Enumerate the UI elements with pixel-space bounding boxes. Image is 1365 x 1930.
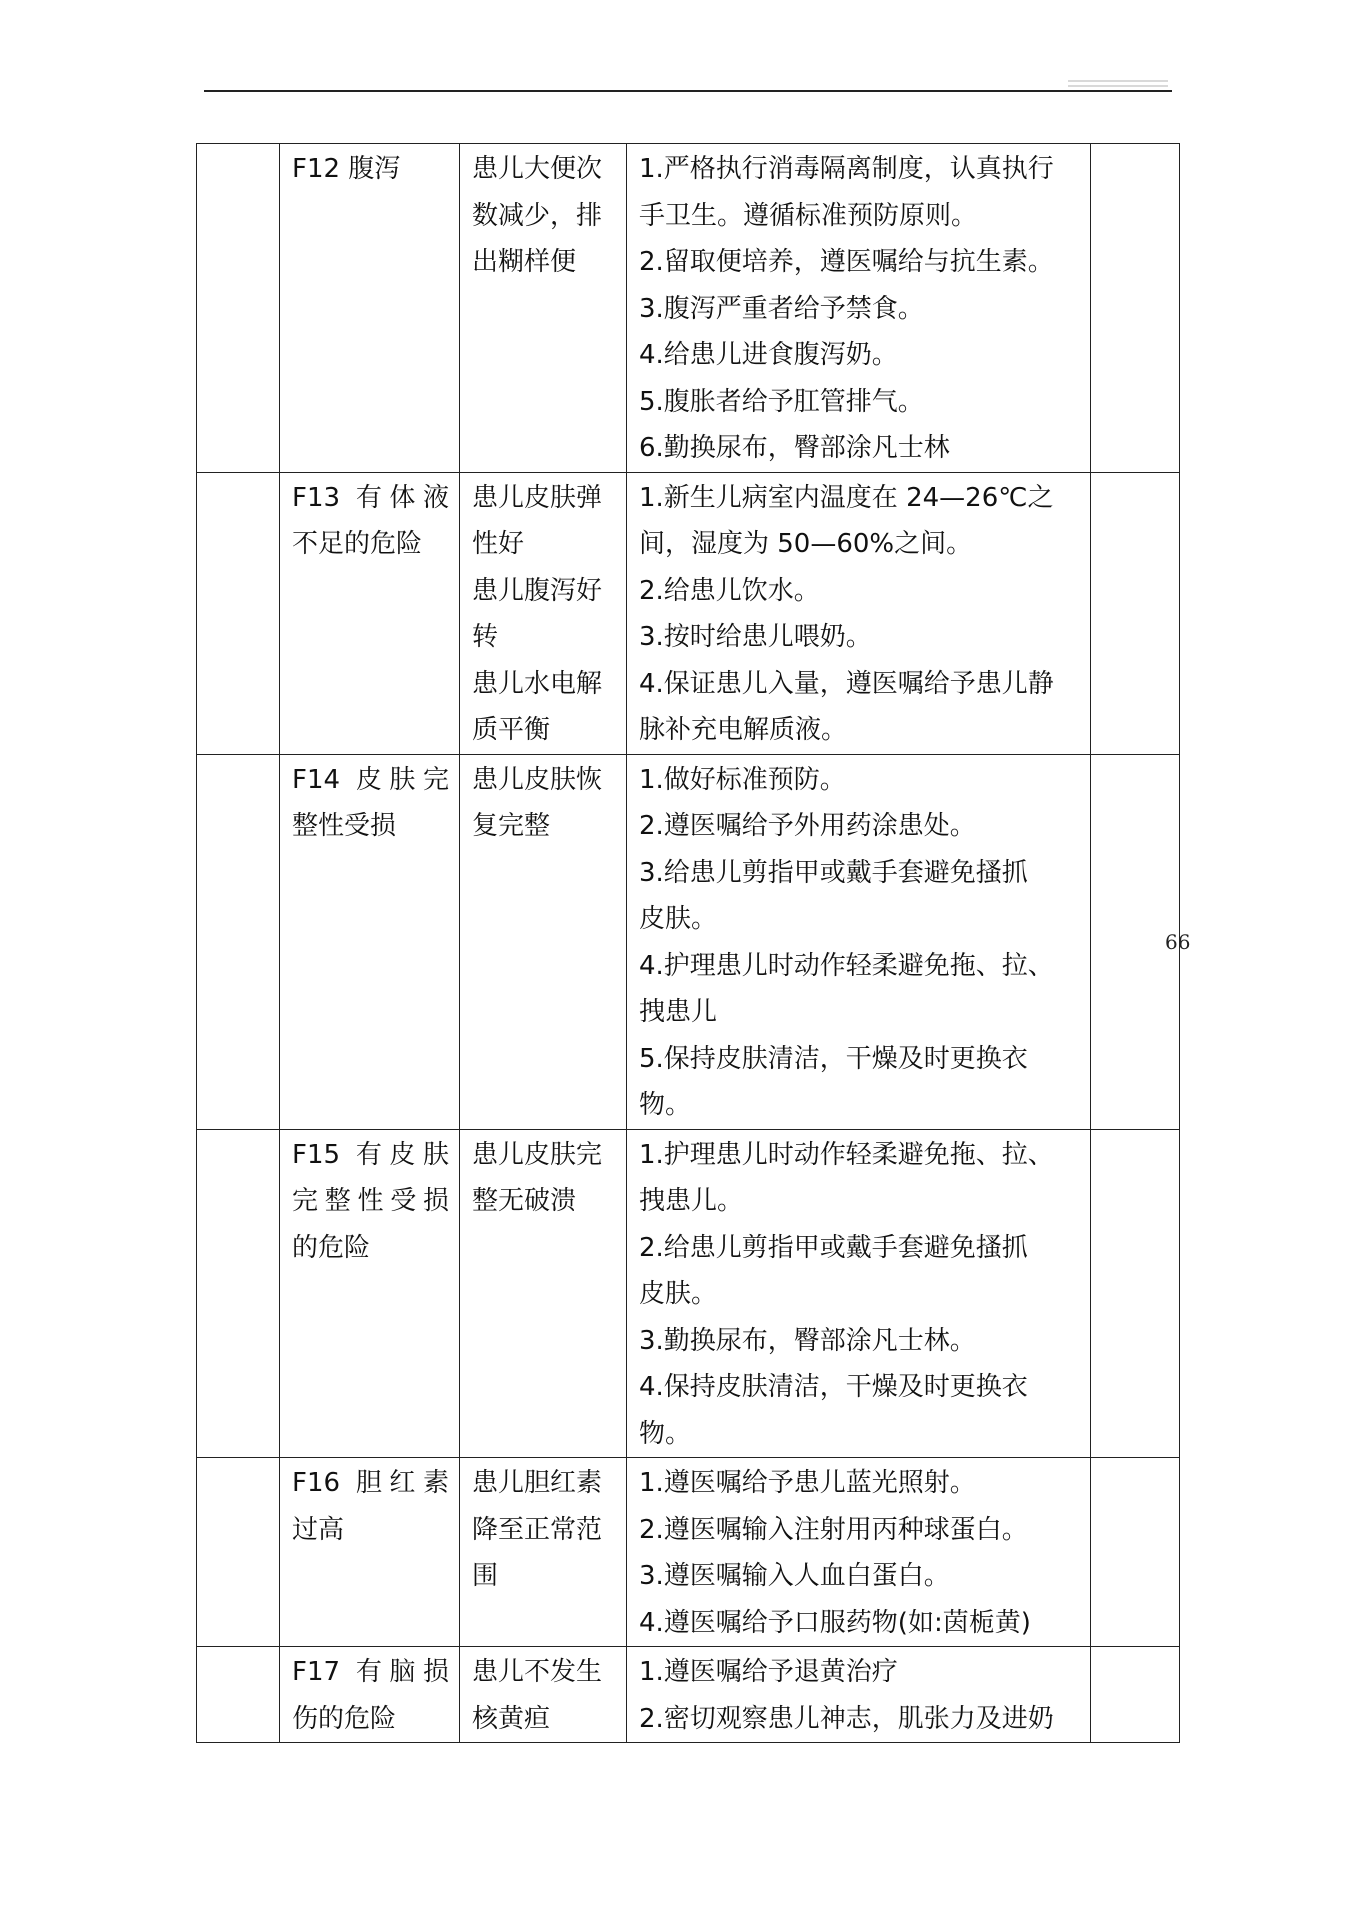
- measures-cell: [627, 144, 1091, 473]
- measures-line: 拽患儿: [639, 997, 718, 1027]
- measures-line: 2.留取便培养，遵医嘱给与抗生素。: [639, 247, 1054, 277]
- table-row: [197, 144, 1180, 473]
- blank-cell-signature: [1091, 472, 1180, 754]
- measures-line: 4.护理患儿时动作轻柔避免拖、拉、: [639, 950, 1054, 981]
- goal-line: 患儿大便次: [472, 154, 603, 184]
- measures-line: 4.遵医嘱给予口服药物(如:茵栀黄): [639, 1607, 1031, 1638]
- table-row: [197, 1458, 1180, 1647]
- diagnosis-cell: [280, 1129, 460, 1458]
- diagnosis-line: 的危险: [292, 1232, 371, 1263]
- goal-line: 数减少，排: [472, 200, 603, 231]
- blank-cell-signature: [1091, 1647, 1180, 1743]
- measures-line: 1.遵医嘱给予患儿蓝光照射。: [639, 1468, 976, 1498]
- table-row: [197, 754, 1180, 1129]
- goal-line: 性好: [472, 529, 525, 559]
- measures-line: 间，湿度为 50—60%之间。: [639, 529, 973, 559]
- diagnosis-cell: [280, 1458, 460, 1647]
- table-row: [197, 1647, 1180, 1743]
- table-row: [197, 472, 1180, 754]
- measures-line: 5.保持皮肤清洁，干燥及时更换衣: [639, 1043, 1028, 1074]
- diagnosis-line: F16 胆红素: [292, 1468, 449, 1498]
- goal-cell: [460, 144, 627, 473]
- goal-line: 整无破溃: [472, 1186, 577, 1216]
- goal-line: 围: [472, 1561, 499, 1591]
- measures-line: 2.给患儿饮水。: [639, 575, 820, 606]
- diagnosis-line: 过高: [292, 1514, 345, 1545]
- diagnosis-line: 伤的危险: [292, 1703, 397, 1734]
- blank-cell-date: [197, 1647, 280, 1743]
- blank-cell-signature: [1091, 144, 1180, 473]
- diagnosis-line: F13 有体液: [292, 482, 449, 513]
- nursing-plan-table: [196, 143, 1180, 1743]
- page-number: 66: [1165, 930, 1191, 954]
- diagnosis-line: F15 有皮肤: [292, 1139, 449, 1170]
- blank-cell-date: [197, 1458, 280, 1647]
- measures-cell: [627, 472, 1091, 754]
- diagnosis-line: 完整性受损: [292, 1186, 449, 1216]
- measures-line: 3.给患儿剪指甲或戴手套避免搔抓: [639, 857, 1028, 888]
- goal-line: 患儿水电解: [472, 668, 603, 699]
- measures-cell: [627, 754, 1091, 1129]
- measures-line: 2.给患儿剪指甲或戴手套避免搔抓: [639, 1232, 1028, 1263]
- goal-cell: [460, 754, 627, 1129]
- diagnosis-cell: [280, 1647, 460, 1743]
- goal-line: 出糊样便: [472, 247, 577, 277]
- diagnosis-line: F12 腹泻: [292, 154, 401, 184]
- diagnosis-line: 整性受损: [292, 811, 397, 841]
- measures-cell: [627, 1647, 1091, 1743]
- goal-line: 转: [472, 622, 499, 652]
- measures-line: 物。: [639, 1418, 692, 1449]
- measures-line: 3.腹泻严重者给予禁食。: [639, 293, 924, 324]
- measures-line: 物。: [639, 1090, 692, 1120]
- measures-line: 2.遵医嘱给予外用药涂患处。: [639, 811, 976, 841]
- measures-line: 拽患儿。: [639, 1186, 744, 1216]
- measures-line: 1.做好标准预防。: [639, 764, 846, 795]
- goal-line: 患儿腹泻好: [472, 575, 603, 606]
- goal-line: 质平衡: [472, 715, 551, 745]
- nursing-plan-body: [197, 144, 1180, 1743]
- measures-line: 2.密切观察患儿神志，肌张力及进奶: [639, 1703, 1054, 1734]
- goal-cell: [460, 1129, 627, 1458]
- table-row: [197, 1129, 1180, 1458]
- goal-line: 患儿胆红素: [472, 1468, 603, 1498]
- measures-line: 手卫生。遵循标准预防原则。: [639, 200, 978, 231]
- goal-line: 患儿皮肤弹: [472, 482, 603, 513]
- goal-cell: [460, 1647, 627, 1743]
- diagnosis-cell: [280, 754, 460, 1129]
- blank-cell-signature: [1091, 1458, 1180, 1647]
- measures-line: 2.遵医嘱输入注射用丙种球蛋白。: [639, 1514, 1028, 1545]
- measures-line: 4.保证患儿入量，遵医嘱给予患儿静: [639, 668, 1054, 699]
- diagnosis-line: 不足的危险: [292, 529, 423, 559]
- measures-cell: [627, 1129, 1091, 1458]
- measures-line: 6.勤换尿布，臀部涂凡士林: [639, 433, 950, 463]
- diagnosis-cell: [280, 144, 460, 473]
- diagnosis-cell: [280, 472, 460, 754]
- blank-cell-signature: [1091, 1129, 1180, 1458]
- goal-cell: [460, 1458, 627, 1647]
- goal-line: 患儿皮肤恢: [472, 764, 603, 795]
- blank-cell-date: [197, 754, 280, 1129]
- goal-line: 患儿不发生: [472, 1657, 603, 1687]
- measures-line: 3.遵医嘱输入人血白蛋白。: [639, 1561, 950, 1591]
- measures-line: 3.勤换尿布，臀部涂凡士林。: [639, 1325, 976, 1356]
- blank-cell-date: [197, 472, 280, 754]
- measures-line: 1.严格执行消毒隔离制度，认真执行: [639, 154, 1054, 184]
- measures-line: 脉补充电解质液。: [639, 715, 848, 745]
- goal-line: 患儿皮肤完: [472, 1139, 603, 1170]
- blank-cell-date: [197, 144, 280, 473]
- measures-cell: [627, 1458, 1091, 1647]
- goal-line: 核黄疸: [472, 1703, 551, 1734]
- measures-line: 1.遵医嘱给予退黄治疗: [639, 1657, 898, 1687]
- blank-cell-date: [197, 1129, 280, 1458]
- diagnosis-line: F17 有脑损: [292, 1657, 449, 1687]
- header-watermark-mark: [1068, 80, 1168, 90]
- measures-line: 4.保持皮肤清洁，干燥及时更换衣: [639, 1372, 1028, 1402]
- measures-line: 5.腹胀者给予肛管排气。: [639, 386, 924, 417]
- diagnosis-line: F14 皮肤完: [292, 764, 449, 795]
- measures-line: 4.给患儿进食腹泻奶。: [639, 340, 898, 370]
- header-rule: [204, 90, 1172, 92]
- goal-line: 复完整: [472, 811, 551, 841]
- measures-line: 3.按时给患儿喂奶。: [639, 622, 872, 652]
- measures-line: 1.新生儿病室内温度在 24—26℃之: [639, 482, 1054, 513]
- measures-line: 皮肤。: [639, 904, 718, 934]
- goal-cell: [460, 472, 627, 754]
- measures-line: 皮肤。: [639, 1279, 718, 1309]
- goal-line: 降至正常范: [472, 1514, 603, 1545]
- measures-line: 1.护理患儿时动作轻柔避免拖、拉、: [639, 1139, 1054, 1170]
